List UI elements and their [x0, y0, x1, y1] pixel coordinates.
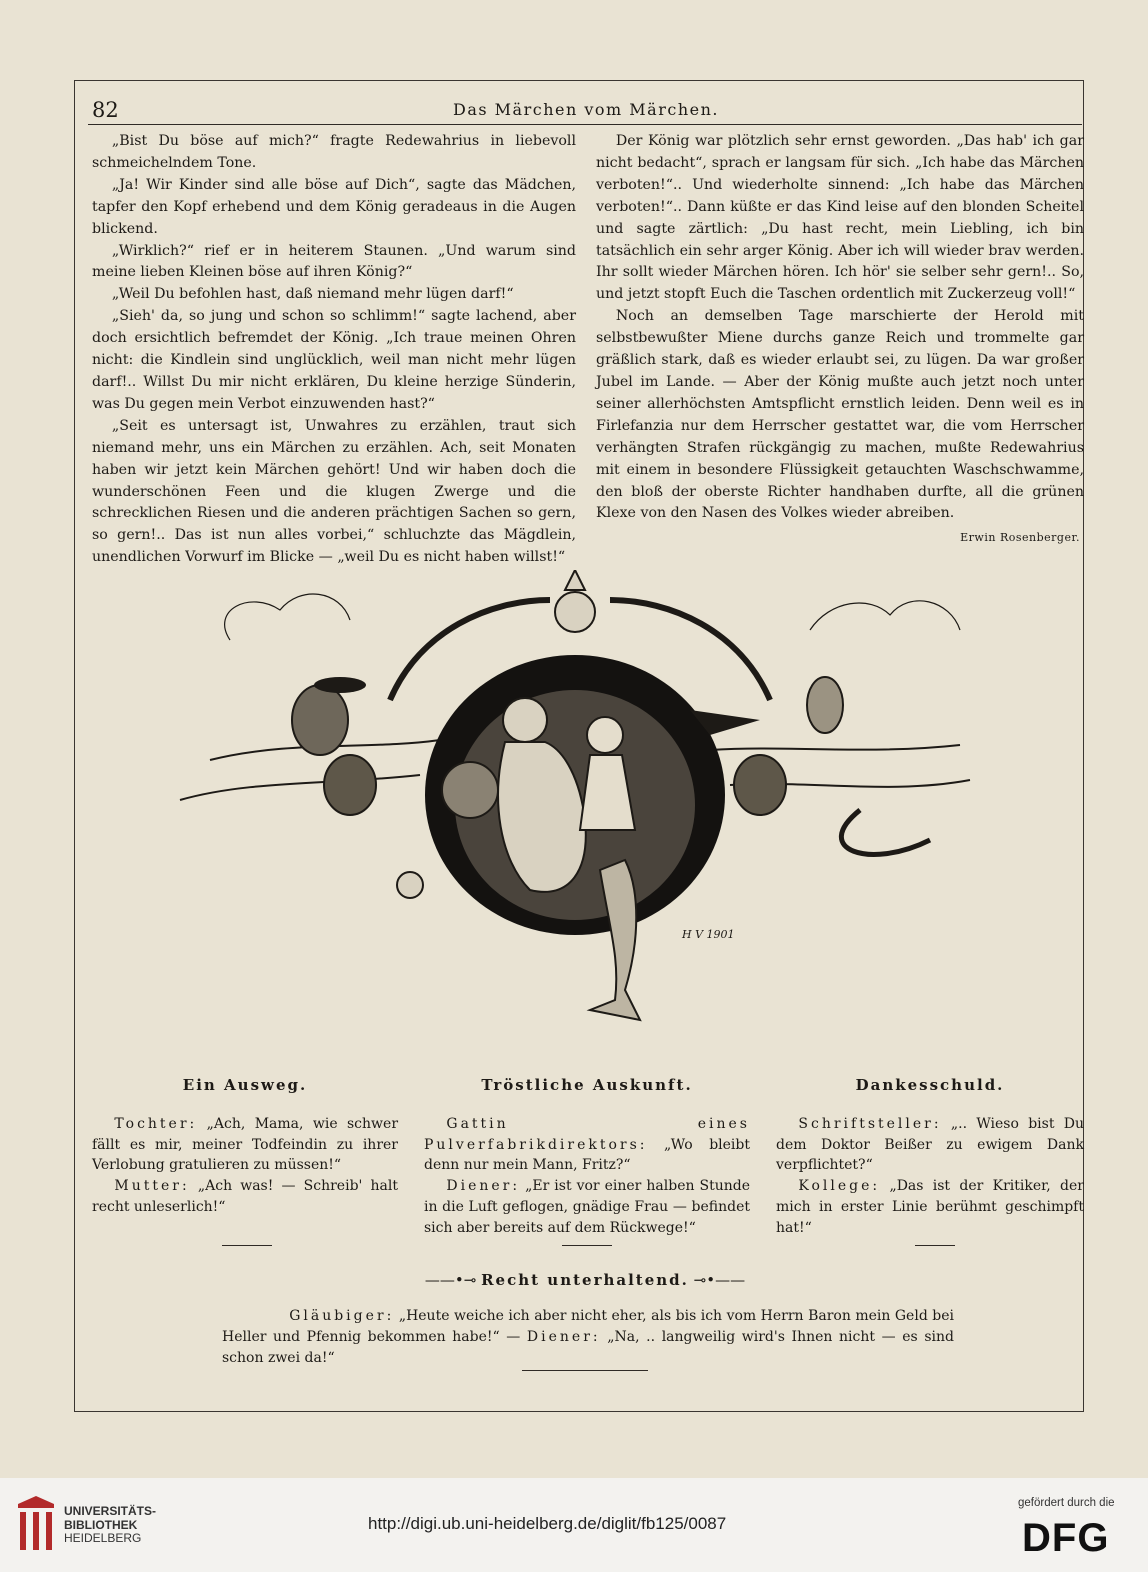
- serpent-creature: [807, 677, 843, 733]
- frog-creature: [442, 762, 498, 818]
- story-paragraph: Noch an demselben Tage marschierte der Herold mit selbstbewußter Miene durchs ganze Reich und trommelte gar gräßlich stark, daß es wieder erlaubt sei, zu lügen. Da war großer Jubel im Lande. — Aber der König mußte auch jetzt noch unter seiner allerhöchsten Amtspflicht ernstlich leiden. Denn weil es in Firlefanzia nur dem Herrscher gestattet war, die vom Herrscher verhängten Strafen rückgängig zu machen, mußte Redewahrius mit einem in besondere Flüssigkeit getauchten Waschschwamme, den bloß der oberste Richter handhaben durfte, all die grünen Klexe von den Nasen des Volkes wieder abreiben.: [596, 308, 1084, 522]
- mermaid-head: [503, 698, 547, 742]
- joke-text: „Heute weiche ich aber nicht eher, als bis ich vom Herrn Baron mein Geld bei Heller und Pfennig bekommen habe!“ —: [222, 1308, 955, 1345]
- fairy-tale-illustration: [170, 570, 980, 1038]
- joke-text: „Na, .. langweilig wird's Ihnen nicht — es sind schon zwei da!“: [222, 1329, 954, 1366]
- joke-line: [424, 1176, 750, 1238]
- page-number: 82: [92, 98, 119, 122]
- joke-dankesschuld: [776, 1075, 1084, 1239]
- end-rule: [522, 1370, 648, 1371]
- right-curl-ornament: [810, 601, 960, 630]
- troll-head-left: [324, 755, 376, 815]
- story-paragraph: „Bist Du böse auf mich?“ fragte Redewahrius in liebevoll schmeichelndem Tone.: [92, 133, 576, 171]
- digitization-footer: [0, 1478, 1148, 1572]
- joke-speaker: Diener:: [446, 1178, 521, 1195]
- cat-hat: [314, 677, 366, 693]
- joke-end-rule: [222, 1245, 272, 1246]
- joke-speaker: Kollege:: [798, 1178, 881, 1195]
- joke-end-rule: [915, 1245, 955, 1246]
- university-library-logo-icon: [14, 1496, 58, 1554]
- serpent-tail: [841, 810, 930, 854]
- left-curl-ornament: [225, 594, 350, 640]
- bottom-joke-text: [222, 1306, 954, 1369]
- joke-line: [776, 1114, 1084, 1176]
- troll-head-right: [734, 755, 786, 815]
- joke-speaker: Gattin eines Pulverfabrikdirektors:: [424, 1115, 750, 1153]
- story-paragraph: „Seit es untersagt ist, Unwahres zu erzählen, traut sich niemand mehr, uns ein Märchen zu erzählen. Ach, seit Monaten haben wir jetzt kein Märchen gehört! Und wir haben doch die wunderschönen Feen und die klugen Zwerge und die schrecklichen Riesen und die anderen prächtigen Sachen so gern, so gern!.. Das ist nun alles vorbei,“ schluchzte das Mägdlein, unendlichen Vorwurf im Blicke — „weil Du es nicht haben willst!“: [92, 417, 576, 566]
- library-name-line: BIBLIOTHEK: [64, 1517, 138, 1532]
- joke-text: „Er ist vor einer halben Stunde in die Luft geflogen, gnädige Frau — befindet sich aber bereits auf dem Rückwege!“: [424, 1178, 751, 1236]
- right-branch: [710, 745, 960, 750]
- gnome-hat: [565, 570, 585, 590]
- glass-ball: [397, 872, 423, 898]
- author-signature: Erwin Rosenberger.: [960, 531, 1080, 545]
- cat-in-boots: [292, 685, 348, 755]
- joke-ein-ausweg: [92, 1075, 398, 1218]
- joke-text: „Ach was! — Schreib' halt recht unleserlich!“: [92, 1178, 399, 1215]
- child-head: [587, 717, 623, 753]
- joke-text: „Wo bleibt denn nur mein Mann, Fritz?“: [424, 1136, 750, 1174]
- library-name-line: HEIDELBERG: [64, 1531, 142, 1545]
- joke-text: „.. Wieso bist Du dem Doktor Beißer zu ewigem Dank verpflichtet?“: [776, 1115, 1085, 1174]
- permalink-url[interactable]: http://digi.ub.uni-heidelberg.de/diglit/fb125/0087: [368, 1514, 727, 1533]
- joke-title: Dankesschuld.: [855, 1076, 1005, 1094]
- right-ornament-icon: ⊸•——: [688, 1271, 746, 1289]
- joke-title: Ein Ausweg.: [182, 1076, 308, 1094]
- running-title: Das Märchen vom Märchen.: [453, 100, 719, 119]
- joke-speaker: Gläubiger:: [289, 1308, 395, 1324]
- joke-line: [776, 1176, 1084, 1238]
- library-name-line: UNIVERSITÄTS-: [64, 1504, 157, 1518]
- header-rule: [88, 124, 1082, 125]
- funded-by-label: gefördert durch die: [1018, 1497, 1115, 1509]
- story-right-column: [596, 131, 1084, 549]
- left-ornament-icon: ——•⊸: [424, 1271, 482, 1289]
- joke-line: [424, 1114, 750, 1176]
- joke-speaker: Tochter:: [114, 1115, 198, 1132]
- bottom-joke-title: [420, 1271, 750, 1289]
- joke-line: [92, 1176, 398, 1218]
- joke-speaker: Diener:: [526, 1329, 601, 1345]
- joke-end-rule: [562, 1245, 612, 1246]
- story-paragraph: „Wirklich?“ rief er in heiterem Staunen. „Und warum sind meine lieben Kleinen böse auf ihren König?“: [92, 242, 576, 281]
- dfg-logo: DFG: [1022, 1516, 1110, 1560]
- joke-title: Tröstliche Auskunft.: [481, 1076, 693, 1094]
- artist-signature: H V 1901: [682, 928, 735, 941]
- story-paragraph: Der König war plötzlich sehr ernst geworden. „Das hab' ich gar nicht bedacht“, sprach er langsam für sich. „Ich habe das Märchen verboten!“.. Und wiederholte sinnend: „Ich habe das Märchen verboten!“.. Dann küßte er das Kind leise auf den blonden Scheitel und sagte zärtlich: „Du hast recht, mein Liebling, ich bin tatsächlich ein sehr arger König. Aber ich will wieder brav werden. Ihr sollt wieder Märchen hören. Ich hör' sie selber sehr gern!.. So, und jetzt stopft Euch die Taschen ordentlich mit Zuckerzeug voll!“: [596, 133, 1084, 303]
- page-header: [92, 98, 1080, 124]
- story-paragraph: „Weil Du befohlen hast, daß niemand mehr lügen darf!“: [111, 286, 514, 303]
- story-paragraph: „Sieh' da, so jung und schon so schlimm!“ sagte lachend, aber doch ersichtlich befremdet der König. „Ich traue meinen Ohren nicht: die Kindlein sind unglücklich, weil man nicht mehr lügen darf!.. Willst Du mir nicht erklären, Du kleine herzige Sünderin, was Du gegen mein Verbot einzuwenden hast?“: [92, 308, 576, 412]
- joke-speaker: Mutter:: [114, 1178, 190, 1195]
- bottom-joke-title-text: Recht unterhaltend.: [481, 1271, 689, 1289]
- story-left-column: [92, 131, 576, 569]
- story-paragraph: „Ja! Wir Kinder sind alle böse auf Dich“, sagte das Mädchen, tapfer den Kopf erhebend und dem König geradeaus in die Augen blickend.: [92, 176, 576, 237]
- joke-speaker: Schriftsteller:: [798, 1115, 942, 1132]
- joke-troestliche-auskunft: [424, 1075, 750, 1239]
- joke-line: [92, 1114, 398, 1176]
- gnome-face: [555, 592, 595, 632]
- bottom-joke-paragraph: [222, 1306, 954, 1369]
- left-branch-lower: [180, 775, 420, 800]
- library-name: [64, 1505, 156, 1546]
- joke-text: „Das ist der Kritiker, der mich in erster Linie berühmt geschimpft hat!“: [776, 1178, 1084, 1236]
- joke-text: „Ach, Mama, wie schwer fällt es mir, meiner Todfeindin zu ihrer Verlobung gratulieren zu müssen!“: [92, 1115, 399, 1174]
